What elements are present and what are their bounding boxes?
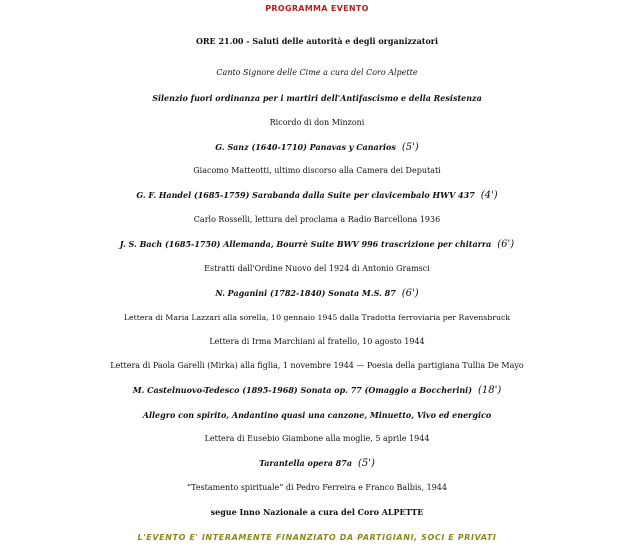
program-item: “Testamento spirituale” di Pedro Ferreira e Franco Balbis, 1944 xyxy=(187,483,447,492)
movements-list: Allegro con spirito, Andantino quasi una canzone, Minuetto, Vivo ed energico xyxy=(142,410,492,420)
program-item: Carlo Rosselli, lettura del proclama a Radio Barcellona 1936 xyxy=(193,215,441,224)
duration: (4') xyxy=(480,190,498,201)
duration: (6') xyxy=(497,239,515,250)
music-piece: M. Castelnuovo-Tedesco (1895-1968) Sonata op. 77 (Omaggio a Boccherini) (18') xyxy=(132,385,502,396)
duration: (6') xyxy=(401,288,419,299)
duration: (5') xyxy=(358,458,375,469)
program-title: PROGRAMMA EVENTO xyxy=(265,4,369,13)
music-piece: J. S. Bach (1685-1750) Allemanda, Bourrè Suite BWV 996 trascrizione per chitarra (6') xyxy=(119,239,515,250)
program-item: Lettera di Eusebio Giambone alla moglie, 5 aprile 1944 xyxy=(204,434,430,443)
funding-note: L'EVENTO E' INTERAMENTE FINANZIATO DA PARTIGIANI, SOCI E PRIVATI xyxy=(137,533,497,542)
program-item: Silenzio fuori ordinanza per i martiri dell'Antifascismo e della Resistenza xyxy=(152,93,482,103)
duration: (18') xyxy=(478,385,502,396)
program-item: Estratti dall'Ordine Nuovo del 1924 di Antonio Gramsci xyxy=(204,264,430,273)
music-piece: N. Paganini (1782-1840) Sonata M.S. 87 (6') xyxy=(215,288,419,299)
opening-greetings: ORE 21.00 - Saluti delle autorità e degli organizzatori xyxy=(195,36,439,46)
program-item: Lettera di Irma Marchiani al fratello, 10 agosto 1944 xyxy=(209,337,425,346)
program-item: Canto Signore delle Cime a cura del Coro Alpette xyxy=(216,68,418,77)
music-piece: G. Sanz (1640-1710) Panavas y Canarios (5') xyxy=(215,142,419,153)
program-item: Lettera di Paola Garelli (Mirka) alla figlia, 1 novembre 1944 — Poesia della partigiana Tullia De Mayo xyxy=(110,361,524,370)
program-item: Lettera di Maria Lazzari alla sorella, 10 gennaio 1945 dalla Tradotta ferroviaria per Ravensbruck xyxy=(123,313,511,322)
program-item: Giacomo Matteotti, ultimo discorso alla Camera dei Deputati xyxy=(193,166,441,175)
duration: (5') xyxy=(401,142,419,153)
music-piece: G. F. Handel (1685-1759) Sarabanda dalla Suite per clavicembalo HWV 437 (4') xyxy=(136,190,498,201)
music-piece: Tarantella opera 87a (5') xyxy=(259,458,375,469)
national-anthem: segue Inno Nazionale a cura del Coro ALPETTE xyxy=(210,507,424,517)
program-item: Ricordo di don Minzoni xyxy=(269,118,365,127)
